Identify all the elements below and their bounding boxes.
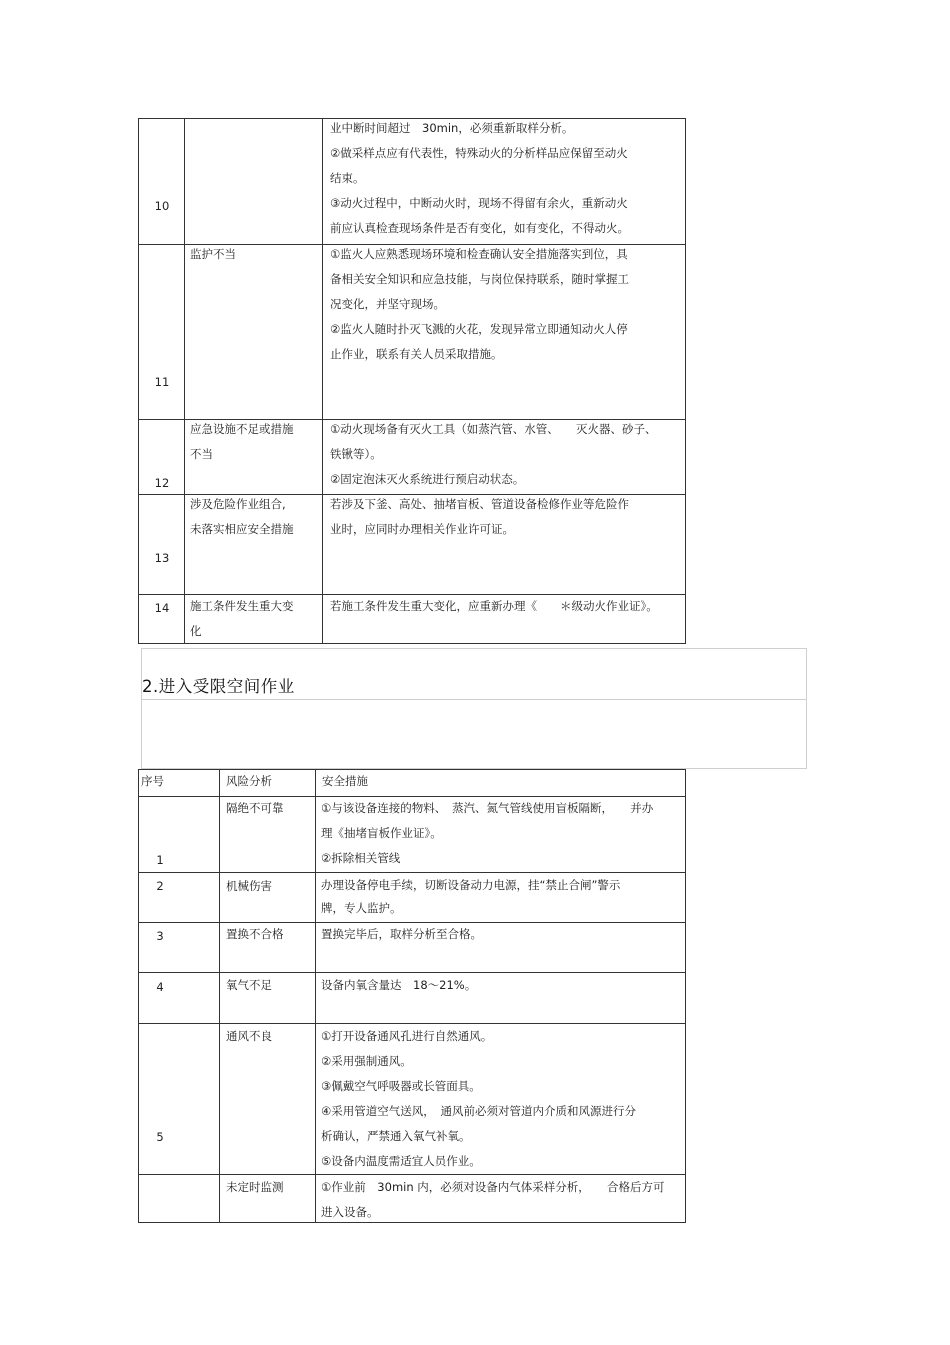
header-risk: 风险分析 [226, 774, 272, 788]
table-row [139, 872, 685, 922]
safety-measures: 业中断时间超过 30min，必须重新取样分析。 ②做采样点应有代表性，特殊动火的分析样品应保留至动火 结束。 ③动火过程中，中断动火时，现场不得留有余火，重新动火 前应认真检查现场条件是否有变化，如有变化，不得动火。 [330, 121, 629, 235]
risk-analysis: 置换不合格 [226, 927, 284, 941]
row-number: 13 [154, 551, 170, 565]
row-number: 1 [156, 853, 164, 867]
safety-measures: ①与该设备连接的物料、 蒸汽、氮气管线使用盲板隔断， 并办 理《抽堵盲板作业证》。 ②拆除相关管线 [321, 801, 654, 865]
row-number: 2 [156, 879, 164, 893]
safety-measures: 置换完毕后，取样分析至合格。 [321, 927, 482, 941]
row-number: 14 [154, 601, 170, 615]
safety-measures: ①监火人应熟悉现场环境和检查确认安全措施落实到位，具 备相关安全知识和应急技能，与岗位保持联系，随时掌握工 况变化，并坚守现场。 ②监火人随时扑灭飞溅的火花，发现异常立即通知动火人停 止作业，联系有关人员采取措施。 [330, 247, 629, 361]
header-num: 序号 [141, 774, 164, 788]
header-measures: 安全措施 [322, 774, 368, 788]
table-row [139, 119, 685, 244]
confined-space-risk-table [138, 769, 686, 1223]
table-row [139, 244, 685, 419]
row-number: 5 [156, 1130, 164, 1144]
row-number: 10 [154, 199, 170, 213]
risk-analysis: 通风不良 [226, 1029, 272, 1043]
row-number: 4 [156, 980, 164, 994]
risk-analysis: 涉及危险作业组合, 未落实相应安全措施 [190, 497, 294, 536]
risk-analysis: 未定时监测 [226, 1180, 284, 1194]
risk-analysis: 施工条件发生重大变 化 [190, 599, 294, 638]
row-number: 3 [156, 929, 164, 943]
table-row [139, 796, 685, 872]
table-header [139, 770, 685, 796]
fire-work-risk-table [138, 118, 686, 644]
table-row [139, 419, 685, 494]
risk-analysis: 隔绝不可靠 [226, 801, 284, 815]
section-title: 2.进入受限空间作业 [142, 677, 295, 696]
row-number: 12 [154, 476, 170, 490]
risk-analysis: 机械伤害 [226, 879, 272, 893]
risk-analysis: 氧气不足 [226, 978, 272, 992]
table-row [139, 922, 685, 972]
row-number: 11 [154, 375, 170, 389]
safety-measures: ①动火现场备有灭火工具（如蒸汽管、水管、 灭火器、砂子、 铁锹等）。 ②固定泡沫灭火系统进行预启动状态。 [330, 422, 657, 486]
safety-measures: ①打开设备通风孔进行自然通风。 ②采用强制通风。 ③佩戴空气呼吸器或长管面具。 ④采用管道空气送风， 通风前必须对管道内介质和风源进行分 析确认，严禁通入氧气补氧。 ⑤设备内温度需适宜人员作业。 [321, 1029, 637, 1168]
table-row [139, 594, 685, 644]
risk-analysis: 监护不当 [190, 247, 236, 261]
table-row [139, 1023, 685, 1174]
safety-measures: 若涉及下釜、高处、抽堵盲板、管道设备检修作业等危险作 业时，应同时办理相关作业许可证。 [330, 497, 629, 536]
table-row [139, 972, 685, 1023]
safety-measures: 若施工条件发生重大变化，应重新办理《 ＊级动火作业证》。 [330, 599, 658, 613]
safety-measures: 办理设备停电手续，切断设备动力电源，挂“禁止合闸”警示 牌，专人监护。 [321, 878, 621, 915]
table-row [139, 494, 685, 594]
safety-measures: 设备内氧含量达 18～21%。 [321, 978, 477, 992]
risk-analysis: 应急设施不足或措施 不当 [190, 422, 294, 461]
safety-measures: ①作业前 30min 内，必须对设备内气体采样分析， 合格后方可 进入设备。 [321, 1180, 665, 1219]
table-row [139, 1174, 685, 1223]
